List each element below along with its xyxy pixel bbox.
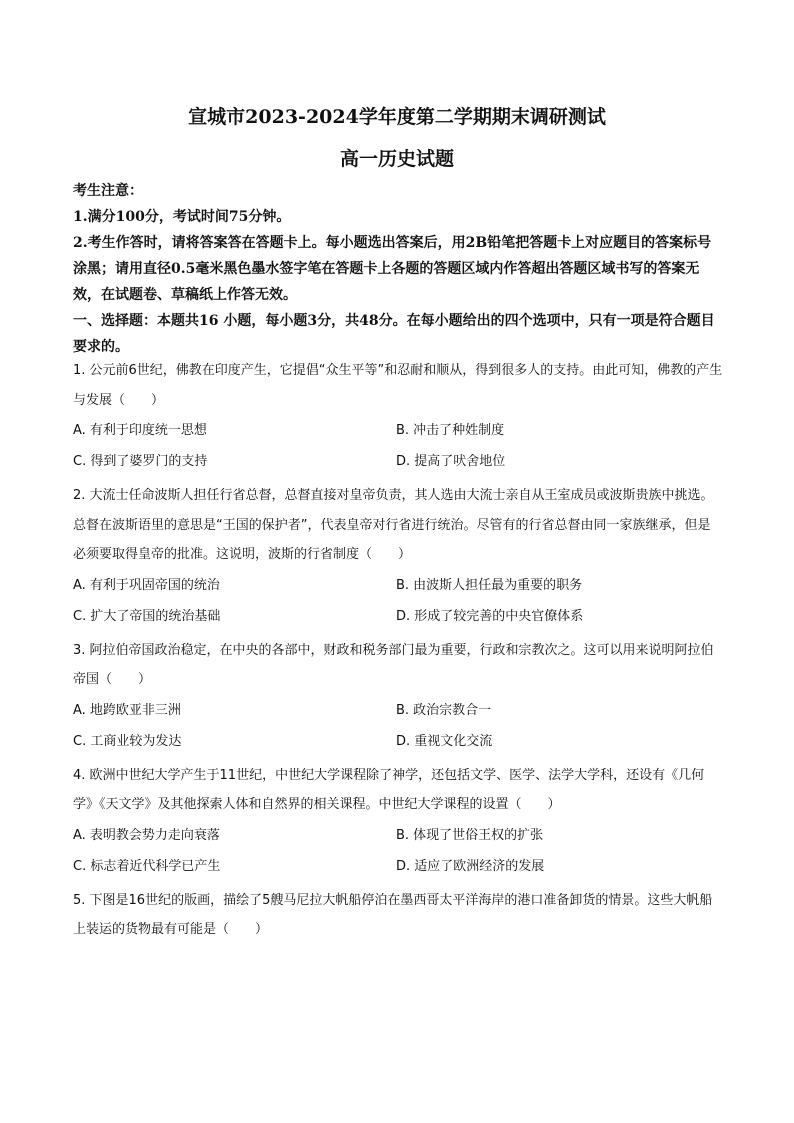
question-list xyxy=(73,356,723,949)
option-c: C. 标志着近代科学已产生 xyxy=(73,858,221,874)
question-5 xyxy=(73,886,723,945)
notice-heading: 考生注意： xyxy=(73,183,143,199)
exam-notice xyxy=(73,178,723,360)
option-a: A. 有利于印度统一思想 xyxy=(73,423,207,438)
option-b: B. 体现了世俗王权的扩张 xyxy=(396,827,544,843)
question-3 xyxy=(73,636,723,757)
option-grid xyxy=(73,820,723,882)
question-stem: 1. 公元前6世纪，佛教在印度产生，它提倡“众生平等”和忍耐和顺从，得到很多人的支持。由此可知，佛教的产生与发展（ ） xyxy=(73,363,723,408)
option-b: B. 冲击了种姓制度 xyxy=(396,423,505,438)
option-c: C. 工商业较为发达 xyxy=(73,733,182,749)
option-a: A. 地跨欧亚非三洲 xyxy=(73,702,181,718)
option-a: A. 有利于巩固帝国的统治 xyxy=(73,577,220,593)
question-4 xyxy=(73,761,723,882)
option-c: C. 得到了婆罗门的支持 xyxy=(73,454,208,469)
question-stem: 2. 大流士任命波斯人担任行省总督，总督直接对皇帝负责，其人选由大流士亲自从王室成员或波斯贵族中挑选。总督在波斯语里的意思是“王国的保护者”，代表皇帝对行省进行统治。尽管有的行省总督由同一家族继承，但是必须要取得皇帝的批准。这说明，波斯的行省制度（ ） xyxy=(73,488,714,562)
page-title: 宣城市2023-2024学年度第二学期期末调研测试 xyxy=(188,106,606,128)
option-d: D. 适应了欧洲经济的发展 xyxy=(396,858,545,874)
question-stem: 5. 下图是16世纪的版画，描绘了5艘马尼拉大帆船停泊在墨西哥太平洋海岸的港口准备卸货的情景。这些大帆船上装运的货物最有可能是（ ） xyxy=(73,892,713,937)
section-heading: 一、选择题：本题共16 小题，每小题3分，共48分。在每小题给出的四个选项中，只有一项是符合题目要求的。 xyxy=(73,313,715,355)
notice-item-2: 2.考生作答时，请将答案答在答题卡上。每小题选出答案后，用2B铅笔把答题卡上对应题目的答案标号涂黑；请用直径0.5毫米黑色墨水签字笔在答题卡上各题的答题区域内作答超出答题区域书写的答案无效，在试题卷、草稿纸上作答无效。 xyxy=(73,235,712,303)
option-grid xyxy=(73,415,723,477)
notice-item-1: 1.满分100分，考试时间75分钟。 xyxy=(73,209,291,225)
question-stem: 3. 阿拉伯帝国政治稳定，在中央的各部中，财政和税务部门最为重要，行政和宗教次之。这可以用来说明阿拉伯帝国（ ） xyxy=(73,642,714,687)
option-b: B. 政治宗教合一 xyxy=(396,702,492,718)
option-grid xyxy=(73,570,723,632)
option-b: B. 由波斯人担任最为重要的职务 xyxy=(396,577,583,593)
option-d: D. 提高了吠舍地位 xyxy=(396,454,506,469)
option-a: A. 表明教会势力走向衰落 xyxy=(73,827,220,843)
option-d: D. 重视文化交流 xyxy=(396,733,493,749)
option-d: D. 形成了较完善的中央官僚体系 xyxy=(396,608,584,624)
question-2 xyxy=(73,481,723,632)
option-c: C. 扩大了帝国的统治基础 xyxy=(73,608,221,624)
question-1 xyxy=(73,356,723,477)
question-stem: 4. 欧洲中世纪大学产生于11世纪，中世纪大学课程除了神学，还包括文学、医学、法学大学科，还设有《几何学》《天文学》及其他探索人体和自然界的相关课程。中世纪大学课程的设置（ ） xyxy=(73,767,705,812)
page-subtitle: 高一历史试题 xyxy=(339,148,454,170)
option-grid xyxy=(73,695,723,757)
